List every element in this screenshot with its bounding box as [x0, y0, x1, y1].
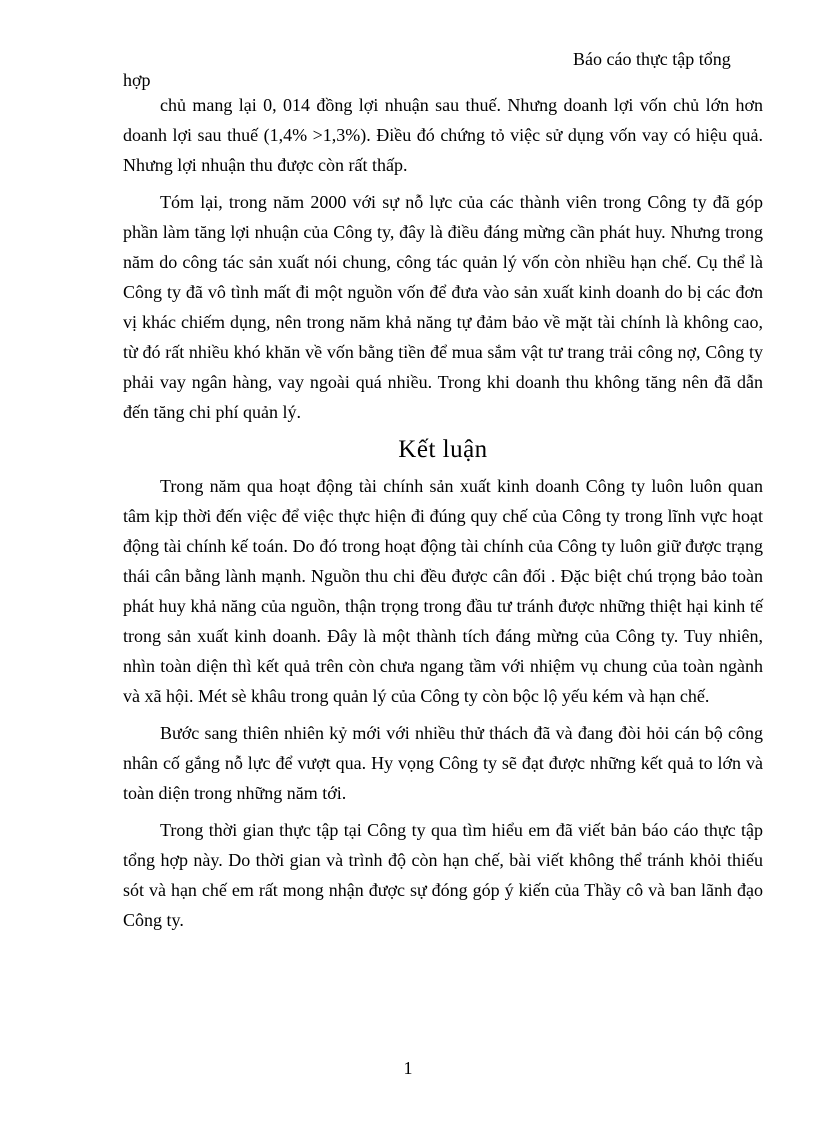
running-header-continuation: hợp: [123, 70, 151, 90]
paragraph-profit-summary: chủ mang lại 0, 014 đồng lợi nhuận sau thuế. Nhưng doanh lợi vốn chủ lớn hơn doanh lợi sau thuế (1,4% >1,3%). Điều đó chứng tỏ việc sử dụng vốn vay có hiệu quả. Nhưng lợi nhuận thu được còn rất thấp.: [123, 95, 763, 175]
running-header: Báo cáo thực tập tổng: [573, 49, 731, 69]
paragraph-conclusion-2000: Tóm lại, trong năm 2000 với sự nỗ lực của các thành viên trong Công ty đã góp phần làm tăng lợi nhuận của Công ty, đây là điều đáng mừng cần phát huy. Nhưng trong năm do công tác sản xuất nói chung, công tác quản lý vốn còn nhiều hạn chế. Cụ thể là Công ty đã vô tình mất đi một nguồn vốn để đưa vào sản xuất kinh doanh do bị các đơn vị khác chiếm dụng, nên trong năm khả năng tự đảm bảo về mặt tài chính là không cao, từ đó rất nhiều khó khăn về vốn bằng tiền để mua sắm vật tư trang trải công nợ, Công ty phải vay ngân hàng, vay ngoài quá nhiều. Trong khi doanh thu không tăng nên đã dẫn đến tăng chi phí quản lý.: [123, 192, 763, 422]
paragraph-financial-activity: Trong năm qua hoạt động tài chính sản xuất kinh doanh Công ty luôn luôn quan tâm kịp thời đến việc để việc thực hiện đi đúng quy chế của Công ty trong lĩnh vực hoạt động tài chính kế toán. Do đó trong hoạt động tài chính của Công ty luôn giữ được trạng thái cân bằng lành mạnh. Nguồn thu chi đều được cân đối . Đặc biệt chú trọng bảo toàn phát huy khả năng của nguồn, thận trọng trong đầu tư tránh được những thiệt hại kinh tế trong sản xuất kinh doanh. Đây là một thành tích đáng mừng của Công ty. Tuy nhiên, nhìn toàn diện thì kết quả trên còn chưa ngang tầm với nhiệm vụ chung của toàn ngành và xã hội. Mét sè khâu trong quản lý của Công ty còn bộc lộ yếu kém và hạn chế.: [123, 476, 763, 706]
section-heading: Kết luận: [398, 436, 488, 463]
document-body: [123, 90, 763, 935]
paragraph-new-millennium: Bước sang thiên nhiên kỷ mới với nhiều thử thách đã và đang đòi hỏi cán bộ công nhân cố gắng nỗ lực để vượt qua. Hy vọng Công ty sẽ đạt được những kết quả to lớn và toàn diện trong những năm tới.: [123, 723, 763, 803]
page-number: 1: [403, 1058, 413, 1078]
paragraph-internship-report: Trong thời gian thực tập tại Công ty qua tìm hiểu em đã viết bản báo cáo thực tập tổng hợp này. Do thời gian và trình độ còn hạn chế, bài viết không thể tránh khỏi thiếu sót và hạn chế em rất mong nhận được sự đóng góp ý kiến của Thầy cô và ban lãnh đạo Công ty.: [123, 820, 763, 930]
